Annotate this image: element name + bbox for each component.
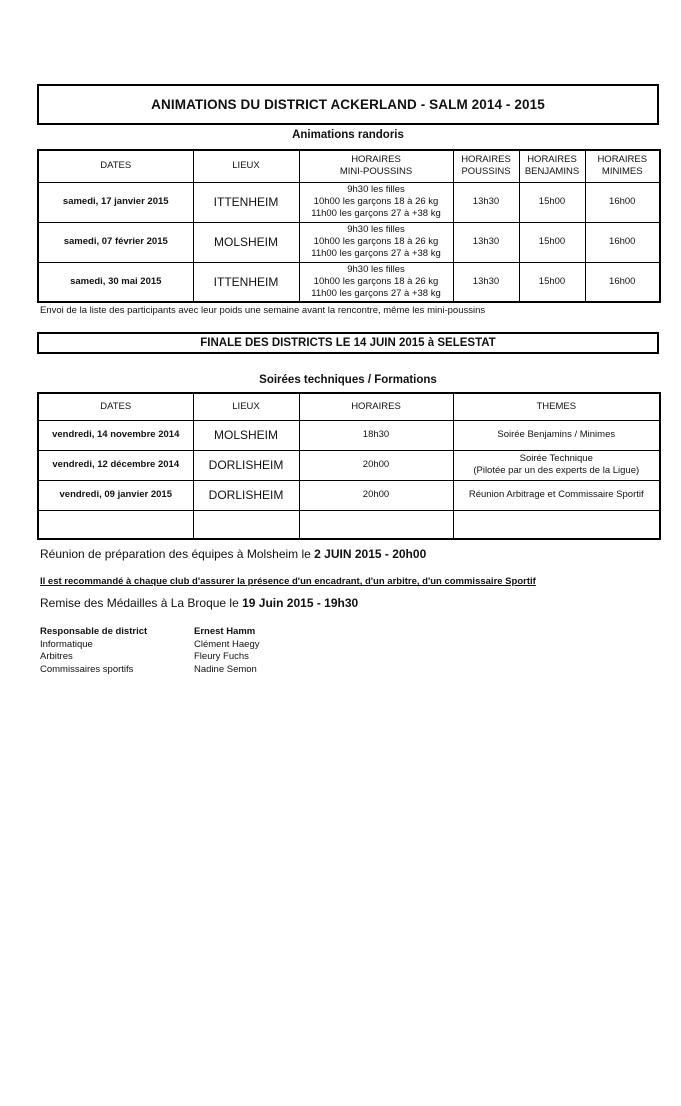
row-horaire: 18h30: [299, 420, 453, 450]
table-row: [38, 262, 660, 302]
reunion-prefix: Réunion de préparation des équipes à Molsheim le: [40, 547, 315, 561]
row-minimes: 16h00: [585, 222, 660, 262]
mini-poussins-line: 11h00 les garçons 27 à +38 kg: [311, 208, 441, 219]
table-row: [38, 182, 660, 222]
contact-row: [40, 639, 259, 652]
header-lieux: LIEUX: [193, 150, 299, 182]
header-minimes-line2: MINIMES: [601, 166, 643, 178]
row-lieu: ITTENHEIM: [193, 262, 299, 302]
contact-row: [40, 626, 259, 639]
theme-line: (Pilotée par un des experts de la Ligue): [473, 465, 640, 476]
row-lieu: MOLSHEIM: [193, 222, 299, 262]
row-minimes: 16h00: [585, 182, 660, 222]
medailles-line: [40, 596, 358, 610]
row-date: vendredi, 09 janvier 2015: [38, 480, 193, 510]
header-minimes: [585, 150, 660, 182]
table-row: [38, 450, 660, 480]
header-poussins: [453, 150, 519, 182]
row-date: vendredi, 14 novembre 2014: [38, 420, 193, 450]
row-lieu: DORLISHEIM: [193, 450, 299, 480]
mini-poussins-line: 10h00 les garçons 18 à 26 kg: [313, 196, 439, 207]
mini-poussins-line: 11h00 les garçons 27 à +38 kg: [311, 248, 441, 259]
row-benjamins: 15h00: [519, 182, 585, 222]
reunion-line: [40, 547, 426, 561]
soirees-section-title: Soirées techniques / Formations: [259, 374, 437, 386]
contact-role: Commissaires sportifs: [40, 663, 134, 675]
mini-poussins-line: 9h30 les filles: [347, 263, 405, 275]
header-dates: DATES: [38, 393, 193, 420]
row-lieu: ITTENHEIM: [193, 182, 299, 222]
header-minimes-line1: HORAIRES: [597, 154, 648, 166]
document-title-box: [37, 84, 659, 125]
row-lieu: DORLISHEIM: [193, 480, 299, 510]
row-mini-poussins: [299, 222, 453, 262]
medailles-prefix: Remise des Médailles à La Broque le: [40, 596, 243, 610]
contacts-list: [40, 626, 259, 676]
row-theme: [453, 510, 660, 539]
theme-line: Réunion Arbitrage et Commissaire Sportif: [468, 489, 644, 500]
row-horaire: [299, 510, 453, 539]
randoris-section-title: Animations randoris: [292, 129, 404, 141]
document-title: ANIMATIONS DU DISTRICT ACKERLAND - SALM 2014 - 2015: [151, 97, 545, 112]
header-benjamins-line2: BENJAMINS: [524, 166, 580, 178]
header-mini-poussins-line1: HORAIRES: [351, 154, 401, 166]
row-minimes: 16h00: [585, 262, 660, 302]
table-row: [38, 420, 660, 450]
header-lieux: LIEUX: [193, 393, 299, 420]
header-themes: THEMES: [453, 393, 660, 420]
table-row: [38, 222, 660, 262]
contact-row: [40, 664, 259, 677]
reunion-date: 2 JUIN 2015 - 20h00: [314, 547, 427, 561]
randoris-note: Envoi de la liste des participants avec leur poids une semaine avant la rencontre, même les mini-poussins: [40, 305, 486, 316]
row-horaire: 20h00: [299, 480, 453, 510]
contact-name: Fleury Fuchs: [194, 651, 249, 662]
row-benjamins: 15h00: [519, 222, 585, 262]
row-benjamins: 15h00: [519, 262, 585, 302]
medailles-date: 19 Juin 2015 - 19h30: [242, 596, 359, 610]
contact-name: Ernest Hamm: [194, 626, 256, 637]
header-mini-poussins-line2: MINI-POUSSINS: [339, 166, 413, 178]
row-lieu: MOLSHEIM: [193, 420, 299, 450]
table-row: [38, 480, 660, 510]
header-horaires: HORAIRES: [299, 393, 453, 420]
row-poussins: 13h30: [453, 262, 519, 302]
row-date: [38, 510, 193, 539]
row-theme: [453, 480, 660, 510]
soirees-table: [37, 392, 661, 540]
theme-line: Soirée Technique: [519, 453, 593, 464]
row-theme: [453, 420, 660, 450]
finale-box: [37, 332, 659, 354]
finale-text: FINALE DES DISTRICTS LE 14 JUIN 2015 à SELESTAT: [200, 337, 496, 349]
header-poussins-line2: POUSSINS: [461, 166, 511, 178]
row-theme: [453, 450, 660, 480]
soirees-header-row: [38, 393, 660, 420]
contact-role: Arbitres: [40, 651, 73, 662]
header-poussins-line1: HORAIRES: [461, 154, 511, 166]
row-mini-poussins: [299, 182, 453, 222]
contact-role: Informatique: [40, 638, 93, 650]
mini-poussins-line: 10h00 les garçons 18 à 26 kg: [313, 236, 439, 247]
header-benjamins: [519, 150, 585, 182]
row-mini-poussins: [299, 262, 453, 302]
recommendation-text: Il est recommandé à chaque club d'assurer la présence d'un encadrant, d'un arbitre, d'un commissaire Sportif: [40, 576, 536, 587]
row-date: vendredi, 12 décembre 2014: [38, 450, 193, 480]
randoris-header-row: [38, 150, 660, 182]
contact-name: Nadine Semon: [194, 663, 257, 675]
header-dates: DATES: [38, 150, 193, 182]
contact-row: [40, 651, 259, 664]
mini-poussins-line: 9h30 les filles: [347, 224, 405, 235]
row-date: samedi, 30 mai 2015: [38, 262, 193, 302]
mini-poussins-line: 11h00 les garçons 27 à +38 kg: [311, 287, 441, 299]
row-date: samedi, 17 janvier 2015: [38, 182, 193, 222]
row-date: samedi, 07 février 2015: [38, 222, 193, 262]
row-poussins: 13h30: [453, 182, 519, 222]
theme-line: Soirée Benjamins / Minimes: [497, 429, 616, 440]
mini-poussins-line: 10h00 les garçons 18 à 26 kg: [313, 275, 439, 287]
mini-poussins-line: 9h30 les filles: [347, 184, 405, 195]
header-benjamins-line1: HORAIRES: [527, 154, 577, 166]
row-horaire: 20h00: [299, 450, 453, 480]
contact-name: Clément Haegy: [194, 638, 260, 650]
row-lieu: [193, 510, 299, 539]
table-row-empty: [38, 510, 660, 539]
contact-role: Responsable de district: [40, 626, 148, 637]
row-poussins: 13h30: [453, 222, 519, 262]
randoris-table: [37, 149, 661, 303]
header-mini-poussins: [299, 150, 453, 182]
